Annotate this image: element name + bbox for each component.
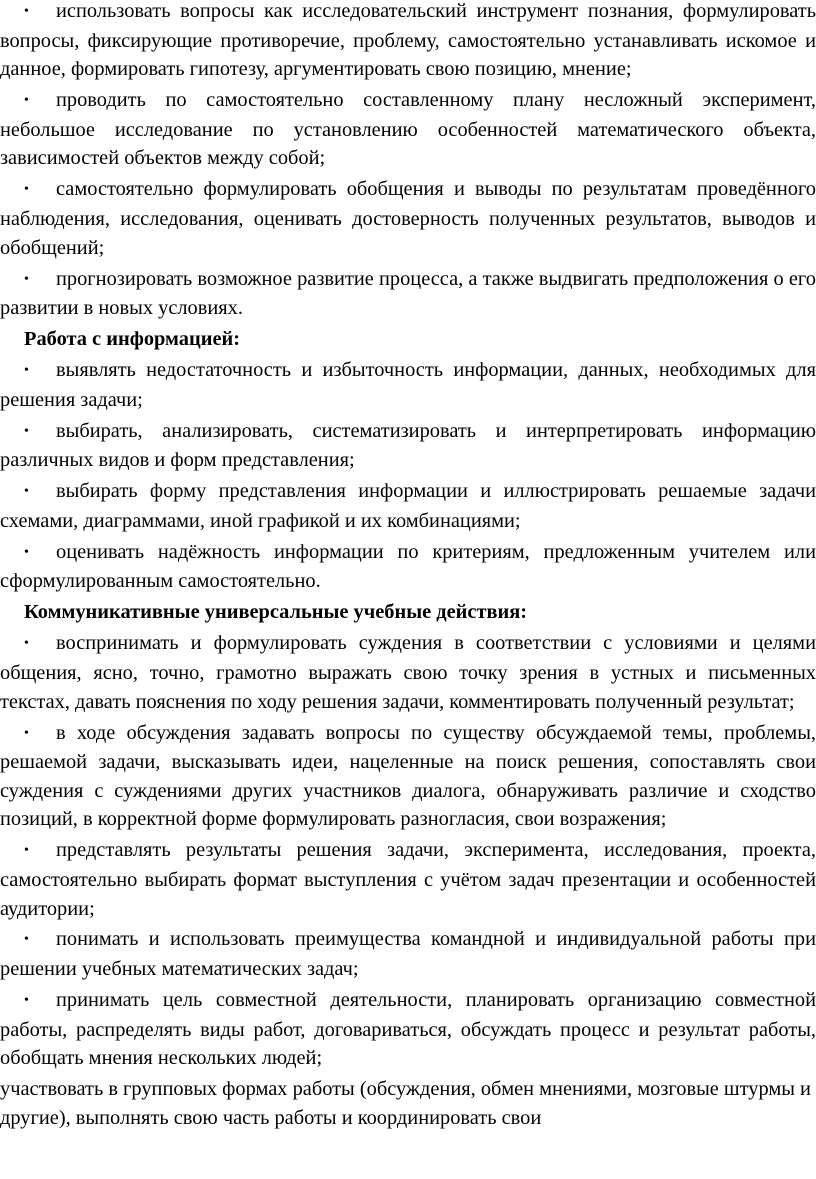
bullet-icon: • [24,993,29,1009]
list-item [0,538,816,596]
list-item [0,175,816,262]
bullet-icon: • [24,932,29,948]
list-item [0,356,816,414]
list-item-text: в ходе обсуждения задавать вопросы по существу обсуждаемой темы, проблемы, решаемой задачи, высказывать идеи, нацеленные на поиск решения, сопоставлять свои суждения с суждениями других участников диалога, обнаруживать различие и сходство позиций, в корректной форме формулировать разногласия, свои возражения; [0,721,816,831]
bullet-icon: • [24,843,29,859]
section-heading-communicative: Коммуникативные универсальные учебные действия: [24,601,528,624]
list-item-text: использовать вопросы как исследовательский инструмент познания, формулировать вопросы, фиксирующие противоречие, проблему, самостоятельно устанавливать искомое и данное, формировать гипотезу, аргументировать свою позицию, мнение; [0,0,816,81]
bullet-icon: • [24,423,29,439]
list-item [0,986,816,1073]
list-item [0,417,816,475]
bullet-icon: • [24,484,29,500]
list-item-text: принимать цель совместной деятельности, планировать организацию совместной работы, распределять виды работ, договариваться, обсуждать процесс и результат работы, обобщать мнения нескольких людей; [0,989,816,1070]
list-item [0,86,816,173]
list-item [0,629,816,716]
list-item [0,836,816,923]
list-item-text: прогнозировать возможное развитие процесса, а также выдвигать предположения о его развитии в новых условиях. [0,267,816,320]
bullet-icon: • [24,182,29,198]
list-item-text: представлять результаты решения задачи, эксперимента, исследования, проекта, самостоятельно выбирать формат выступления с учётом задач презентации и особенностей аудитории; [0,839,816,920]
list-item-text: воспринимать и формулировать суждения в соответствии с условиями и целями общения, ясно, точно, грамотно выражать свою точку зрения в устных и письменных текстах, давать пояснения по ходу решения задачи, комментировать полученный результат; [0,632,816,713]
list-item [0,265,816,323]
section-heading-information: Работа с информацией: [24,328,241,351]
list-item [0,0,816,84]
bullet-icon: • [24,363,29,379]
list-item-text: понимать и использовать преимущества командной и индивидуальной работы при решении учебных математических задач; [0,928,816,981]
bullet-icon: • [24,93,29,109]
list-item [0,925,816,983]
bullet-icon: • [24,544,29,560]
bullet-icon: • [24,636,29,652]
bullet-icon: • [24,271,29,287]
list-item-text: оценивать надёжность информации по критериям, предложенным учителем или сформулированным самостоятельно. [0,540,816,593]
list-item-text: выбирать форму представления информации и иллюстрировать решаемые задачи схемами, диаграммами, иной графикой и их комбинациями; [0,480,816,532]
list-item-text: проводить по самостоятельно составленному плану несложный эксперимент, небольшое исследование по установлению особенностей математического объекта, зависимостей объектов между собой; [0,89,816,170]
bullet-icon: • [24,4,29,19]
list-item [0,477,816,535]
list-item-text: выбирать, анализировать, систематизировать и интерпретировать информацию различных видов и форм представления; [0,419,816,472]
list-item-text: выявлять недостаточность и избыточность информации, данных, необходимых для решения задачи; [0,359,816,411]
list-item [0,719,816,834]
list-item-text: самостоятельно формулировать обобщения и выводы по результатам проведённого наблюдения, исследования, оценивать достоверность полученных результатов, выводов и обобщений; [0,178,816,259]
bullet-icon: • [24,725,29,741]
trailing-paragraph: участвовать в групповых формах работы (обсуждения, обмен мнениями, мозговые штурмы и другие), выполнять свою часть работы и координировать свои [0,1078,811,1129]
